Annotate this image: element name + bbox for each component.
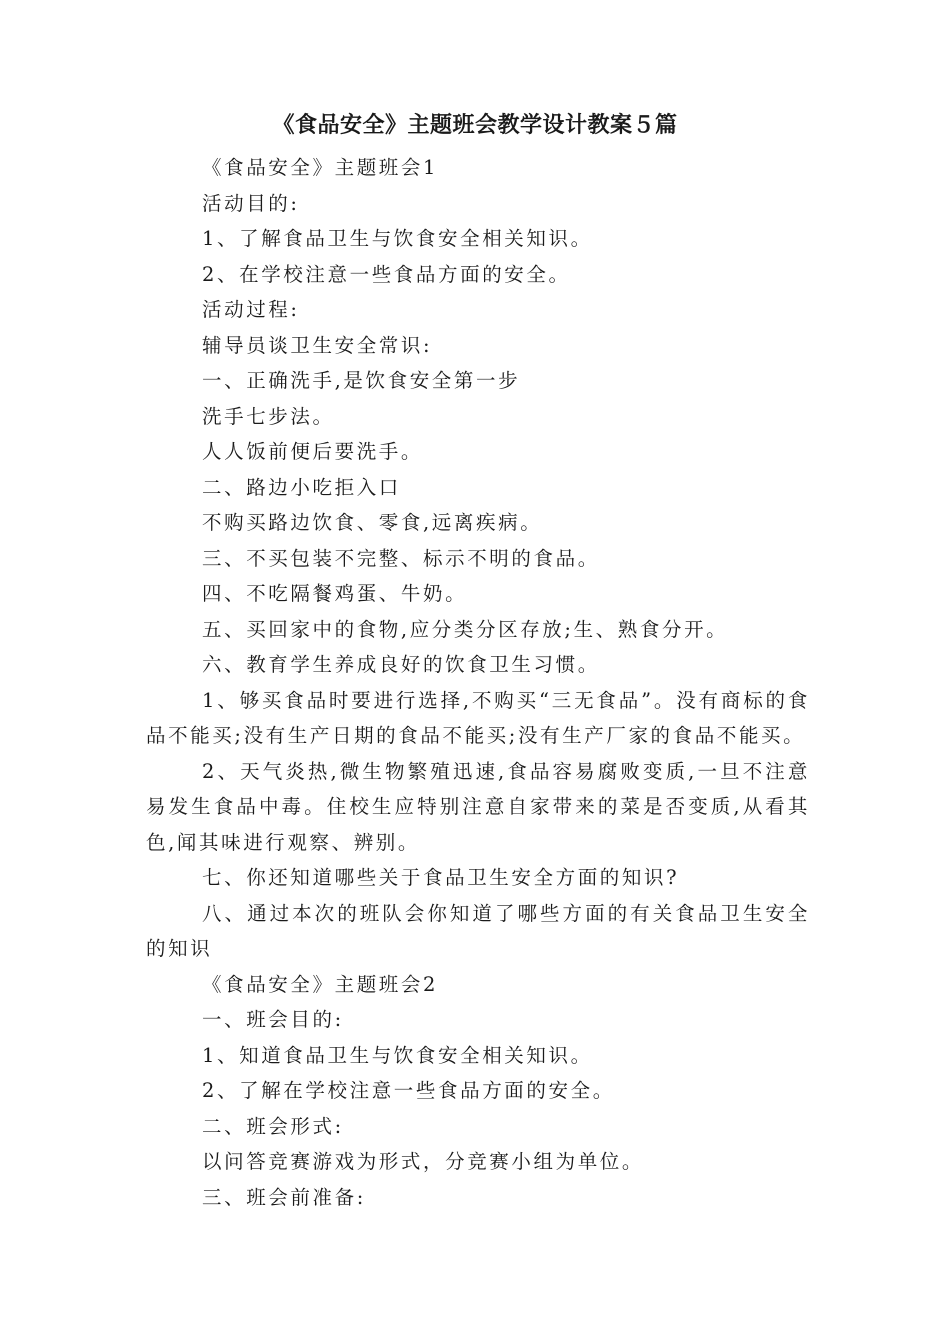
section-1-line: 不购买路边饮食、零食,远离疾病。 (202, 511, 543, 534)
section-2-line: 1、知道食品卫生与饮食安全相关知识。 (202, 1043, 593, 1067)
section-1-paragraph: 八、通过本次的班队会你知道了哪些方面的有关食品卫生安全的知识 (146, 901, 810, 960)
section-2-line: 以问答竞赛游戏为形式，分竞赛小组为单位。 (202, 1150, 645, 1173)
section-1-line: 二、路边小吃拒入口 (202, 475, 401, 499)
section-1-paragraph: 七、你还知道哪些关于食品卫生安全方面的知识? (202, 866, 680, 889)
section-2-line: 2、了解在学校注意一些食品方面的安全。 (202, 1079, 615, 1102)
section-1-line: 五、买回家中的食物,应分类分区存放;生、熟食分开。 (202, 617, 729, 641)
document-title: 《食品安全》主题班会教学设计教案５篇 (272, 113, 678, 138)
section-1-heading: 《食品安全》主题班会1 (202, 156, 439, 179)
section-2-heading: 《食品安全》主题班会2 (202, 972, 439, 996)
section-1-line: 一、正确洗手,是饮食安全第一步 (202, 369, 521, 392)
section-1-paragraph: 1、够买食品时要进行选择,不购买“三无食品”。没有商标的食品不能买;没有生产日期的食品不能买;没有生产厂家的食品不能买。 (146, 688, 810, 747)
section-1-line: 四、不吃隔餐鸡蛋、牛奶。 (202, 582, 468, 605)
section-2-line: 一、班会目的: (202, 1008, 344, 1031)
section-1-paragraph: 2、天气炎热,微生物繁殖迅速,食品容易腐败变质,一旦不注意易发生食品中毒。住校生应特别注意自家带来的菜是否变质,从看其色,闻其味进行观察、辨别。 (146, 759, 810, 854)
document-body (146, 150, 810, 1215)
section-1-line: 2、在学校注意一些食品方面的安全。 (202, 262, 571, 286)
section-1-line: 三、不买包装不完整、标示不明的食品。 (202, 546, 600, 570)
section-1-line: 1、了解食品卫生与饮食安全相关知识。 (202, 227, 593, 250)
section-1-line: 活动目的: (202, 191, 300, 215)
section-1-line: 洗手七步法。 (202, 404, 335, 428)
section-1-line: 活动过程: (202, 298, 300, 321)
section-1-line: 辅导员谈卫生安全常识: (202, 333, 433, 357)
section-2-line: 二、班会形式: (202, 1114, 344, 1138)
section-1-line: 六、教育学生养成良好的饮食卫生习惯。 (202, 653, 600, 676)
section-2-line: 三、班会前准备: (202, 1185, 366, 1209)
section-1-line: 人人饭前便后要洗手。 (202, 440, 424, 463)
